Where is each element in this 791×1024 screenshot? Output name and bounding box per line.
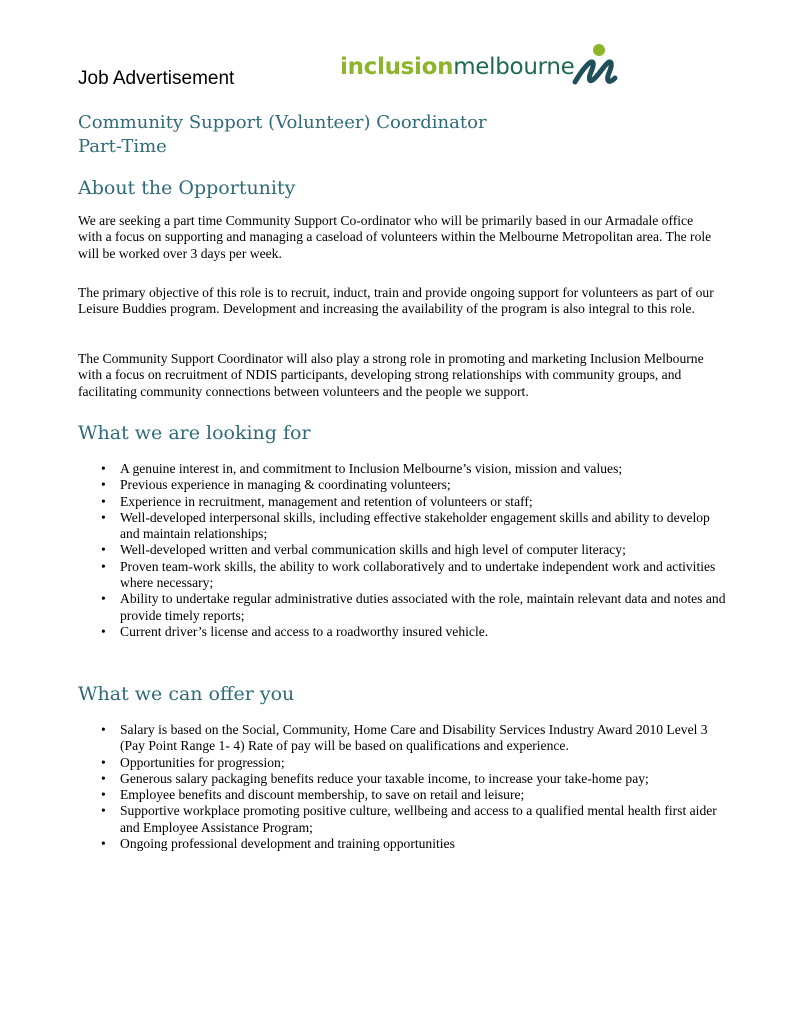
list-item — [78, 755, 728, 771]
document-label: Job Advertisement — [78, 68, 235, 89]
list-item-text: Experience in recruitment, management and retention of volunteers or staff; — [120, 493, 533, 509]
bullet-icon: • — [101, 509, 106, 525]
looking-for-list — [78, 461, 728, 640]
bullet-icon: • — [101, 803, 106, 819]
bullet-icon: • — [101, 591, 106, 607]
list-item — [78, 510, 728, 543]
list-item — [78, 836, 728, 852]
list-item-text: Proven team-work skills, the ability to work collaboratively and to undertake independent work and activities where necessary; — [120, 558, 716, 591]
bullet-icon: • — [101, 770, 106, 786]
list-item-text: Ongoing professional development and training opportunities — [120, 836, 455, 852]
list-item-text: Previous experience in managing & coordinating volunteers; — [120, 477, 451, 493]
list-item-text: Supportive workplace promoting positive culture, wellbeing and access to a qualified mental health first aider and Employee Assistance Program; — [120, 803, 717, 835]
job-title-line-1: Community Support (Volunteer) Coordinator — [78, 112, 487, 133]
bullet-icon: • — [101, 836, 106, 852]
logo-wordmark — [340, 54, 574, 80]
list-item-text: Salary is based on the Social, Community, Home Care and Disability Services Industry Award 2010 Level 3 (Pay Point Range 1- 4) Rate of pay will be based on qualifications and experience. — [120, 722, 708, 754]
list-item-text: Employee benefits and discount membership, to save on retail and leisure; — [120, 787, 525, 803]
bullet-icon: • — [101, 787, 106, 803]
list-item — [78, 461, 728, 477]
bullet-icon: • — [101, 493, 106, 509]
list-item-text: Well-developed interpersonal skills, including effective stakeholder engagement skills and ability to develop and maintain relationships; — [120, 509, 710, 542]
list-item — [78, 624, 728, 640]
list-item — [78, 722, 728, 755]
about-paragraph-2: The primary objective of this role is to recruit, induct, train and provide ongoing support for volunteers as part of our Leisure Buddies program. Development and increasing the availability of the program is also integral to this role. — [78, 285, 714, 317]
job-title-line-2: Part-Time — [78, 136, 167, 157]
offer-heading: What we can offer you — [78, 683, 295, 705]
list-item — [78, 494, 728, 510]
list-item-text: Well-developed written and verbal communication skills and high level of computer literacy; — [120, 542, 626, 558]
about-paragraph-1: We are seeking a part time Community Support Co-ordinator who will be primarily based in our Armadale office with a focus on supporting and managing a caseload of volunteers within the Melbourne Metropolitan area. The role will be worked over 3 days per week. — [78, 213, 712, 261]
list-item-text: Ability to undertake regular administrative duties associated with the role, maintain relevant data and notes and provide timely reports; — [120, 591, 726, 623]
offer-list — [78, 722, 728, 852]
inclusion-melbourne-logo-mark-icon — [567, 42, 627, 92]
list-item — [78, 787, 728, 803]
list-item — [78, 591, 728, 624]
bullet-icon: • — [101, 623, 106, 639]
list-item — [78, 542, 728, 558]
list-item-text: Current driver’s license and access to a roadworthy insured vehicle. — [120, 623, 489, 639]
list-item-text: Opportunities for progression; — [120, 754, 285, 770]
list-item — [78, 559, 728, 592]
about-paragraph-3: The Community Support Coordinator will also play a strong role in promoting and marketing Inclusion Melbourne with a focus on recruitment of NDIS participants, developing strong relationships with community groups, and facilitating community connections between volunteers and the people we support. — [78, 351, 704, 399]
list-item-text: A genuine interest in, and commitment to Inclusion Melbourne’s vision, mission and values; — [120, 461, 623, 476]
list-item — [78, 771, 728, 787]
bullet-icon: • — [101, 542, 106, 558]
list-item-text: Generous salary packaging benefits reduce your taxable income, to increase your take-home pay; — [120, 770, 649, 786]
job-title — [78, 111, 487, 159]
about-heading: About the Opportunity — [78, 177, 296, 199]
bullet-icon: • — [101, 477, 106, 493]
logo-text-bold: inclusion — [340, 54, 454, 80]
bullet-icon: • — [101, 722, 106, 737]
bullet-icon: • — [101, 558, 106, 574]
list-item — [78, 803, 728, 836]
bullet-icon: • — [101, 754, 106, 770]
looking-for-heading: What we are looking for — [78, 422, 311, 444]
list-item — [78, 477, 728, 493]
bullet-icon: • — [101, 461, 106, 476]
logo-text-regular: melbourne — [453, 54, 575, 80]
